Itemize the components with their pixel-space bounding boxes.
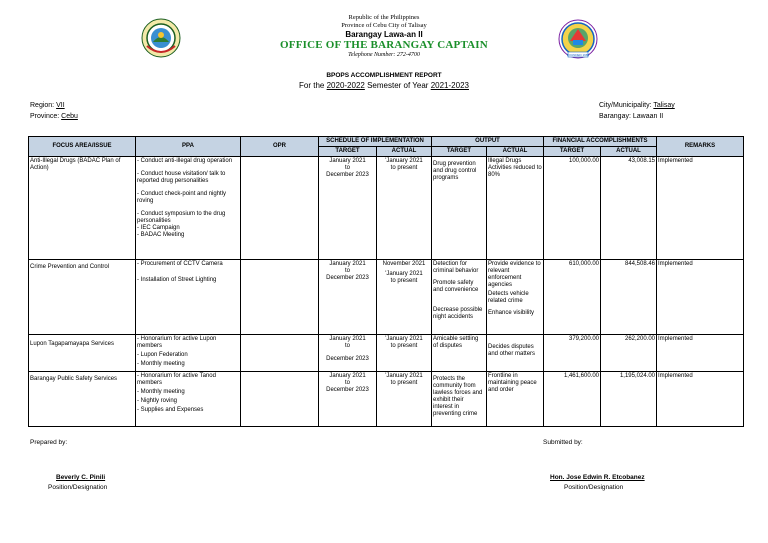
sched-text: January 2021 (329, 158, 366, 164)
preparer-name: Beverly C. Pinili (56, 474, 106, 481)
output-text: Enhance visibility (488, 310, 535, 316)
cell-sched-actual (377, 157, 432, 260)
cell-sched-actual (377, 335, 432, 372)
accomplishment-table (28, 136, 744, 427)
header-opr: OPR (241, 137, 319, 157)
submitter-name: Hon. Jose Edwin R. Etcobanez (550, 474, 645, 481)
cell-output-target: Amicable settling of disputes (432, 335, 487, 372)
sched-text: to present (390, 278, 418, 284)
cell-fin-actual: 43,008.15 (601, 157, 657, 260)
sched-text: December 2023 (326, 172, 369, 178)
cell-ppa (136, 260, 241, 335)
ppa-item: - Lupon Federation (137, 352, 188, 358)
header-focus: FOCUS AREA/ISSUE (29, 137, 136, 157)
ppa-item: - Monthly meeting (137, 389, 185, 395)
submitter-position: Position/Designation (564, 484, 624, 491)
header-fin-target: TARGET (544, 147, 601, 157)
focus-text: Lupon Tagapamayapa Services (30, 341, 114, 347)
cell-sched-actual (377, 372, 432, 427)
cell-focus (29, 335, 136, 372)
region-line (30, 101, 65, 111)
cell-output-actual (487, 335, 544, 372)
cell-ppa (136, 157, 241, 260)
output-text: Promote safety and convenience (433, 280, 479, 293)
cell-output-target (432, 372, 487, 427)
sched-text: 'January 2021 (385, 336, 423, 342)
cell-focus: Anti-Illegal Drugs (BADAC Plan of Action) (29, 157, 136, 260)
sched-text: December 2023 (326, 275, 369, 281)
telephone-line: Telephone Number: 272-4700 (348, 52, 420, 58)
ppa-item: - Supplies and Expenses (137, 407, 204, 413)
for-the-text: For the (299, 81, 325, 90)
sched-text: to present (390, 380, 418, 386)
period-value: 2020-2022 (326, 81, 365, 90)
header-remarks: REMARKS (657, 137, 744, 157)
output-text: Protects the community from lawless forces and exhibit their interest in preventing crime (433, 376, 483, 417)
table-row (29, 372, 744, 427)
ppa-item: - Conduct symposium to the drug personalities (137, 211, 226, 224)
preparer-position: Position/Designation (48, 484, 108, 491)
ppa-item: - Honorarium for active Tanod members (137, 373, 216, 386)
focus-text: Barangay Public Safety Services (30, 376, 118, 382)
cell-remarks: Implemented (657, 260, 744, 335)
office-title: OFFICE OF THE BARANGAY CAPTAIN (280, 39, 488, 51)
ppa-item: - IEC Campaign (137, 225, 180, 231)
semester-text: Semester of Year (367, 81, 429, 90)
city-value: Talisay (653, 102, 675, 109)
sched-text: November 2021 (382, 261, 426, 267)
cell-ppa (136, 372, 241, 427)
region-label: Region: (30, 102, 55, 109)
cell-output-actual: Illegal Drugs Activities reduced to 80% (487, 157, 544, 260)
cell-opr (241, 260, 319, 335)
cell-output-target (432, 260, 487, 335)
region-value: VII (56, 102, 65, 109)
sched-text: to (344, 165, 350, 171)
cell-sched-actual (377, 260, 432, 335)
province-line: Province of Cebu City of Talisay (341, 22, 427, 29)
sched-text: 'January 2021 (385, 158, 423, 164)
cell-output-actual (487, 260, 544, 335)
cell-opr (241, 157, 319, 260)
ppa-item: - Nightly roving (137, 398, 178, 404)
cell-remarks: Implemented (657, 372, 744, 427)
header-sched-actual: ACTUAL (377, 147, 432, 157)
table-row (29, 335, 744, 372)
cell-sched-target (319, 372, 377, 427)
ppa-item: - Honorarium for active Lupon members (137, 336, 217, 349)
cell-sched-target (319, 157, 377, 260)
cell-output-target (432, 157, 487, 260)
cell-fin-target: 610,000.00 (544, 260, 601, 335)
cell-fin-target: 379,200.00 (544, 335, 601, 372)
table-row (29, 157, 744, 260)
output-text: Decides disputes and other matters (488, 344, 536, 357)
ppa-item: - Conduct check-point and nightly roving (137, 191, 227, 204)
header-output-actual: ACTUAL (487, 147, 544, 157)
prepared-by-label: Prepared by: (30, 439, 68, 446)
sched-text: to (344, 268, 350, 274)
cell-sched-target (319, 335, 377, 372)
cell-fin-actual: 1,195,024.00 (601, 372, 657, 427)
ppa-item: - BADAC Meeting (137, 232, 185, 238)
report-period-line (0, 80, 768, 91)
header-sched-target: TARGET (319, 147, 377, 157)
report-title: BPOPS ACCOMPLISHMENT REPORT (326, 72, 442, 79)
letterhead (0, 14, 768, 59)
header-output-target: TARGET (432, 147, 487, 157)
output-text: Decrease possible night accidents (433, 307, 483, 320)
barangay-label: Barangay: (599, 113, 631, 120)
output-text: Detects vehicle related crime (488, 291, 529, 304)
header-financial: FINANCIAL ACCOMPLISHMENTS (544, 137, 657, 147)
sched-text: to present (390, 165, 418, 171)
sched-text: 'January 2021 (385, 373, 423, 379)
header-ppa: PPA (136, 137, 241, 157)
ppa-item: - Monthly meeting (137, 361, 185, 367)
cell-fin-target: 100,000.00 (544, 157, 601, 260)
city-line (599, 101, 675, 111)
header-output: OUTPUT (432, 137, 544, 147)
output-text: Detection for criminal behavior (433, 261, 479, 274)
sched-text: January 2021 (329, 261, 366, 267)
cell-output-actual: Frontline in maintaining peace and order (487, 372, 544, 427)
city-label: City/Municipality: (599, 102, 652, 109)
cell-opr (241, 335, 319, 372)
ppa-item: - Conduct anti-illegal drug operation (137, 158, 233, 164)
barangay-line: Barangay Lawa-an II (345, 30, 423, 39)
output-text: Provide evidence to relevant enforcement agencies (488, 261, 541, 288)
seal-founded-text: FOUNDED 1980 (566, 53, 590, 57)
ppa-item: - Conduct house visitation/ talk to reported drug personalities (137, 171, 226, 184)
sched-text: to (344, 380, 350, 386)
table-row (29, 260, 744, 335)
cell-ppa (136, 335, 241, 372)
republic-line: Republic of the Philippines (348, 14, 420, 21)
submitted-by-label: Submitted by: (543, 439, 583, 446)
cell-remarks: Implemented (657, 335, 744, 372)
cell-focus (29, 372, 136, 427)
sched-text: January 2021 (329, 373, 366, 379)
header-fin-actual: ACTUAL (601, 147, 657, 157)
sched-text: 'January 2021 (385, 271, 423, 277)
cell-remarks: Implemented (657, 157, 744, 260)
cell-sched-target (319, 260, 377, 335)
cell-opr (241, 372, 319, 427)
focus-text: Crime Prevention and Control (30, 264, 110, 270)
sched-text: to (344, 343, 350, 349)
header-schedule: SCHEDULE OF IMPLEMENTATION (319, 137, 432, 147)
cell-fin-target: 1,461,600.00 (544, 372, 601, 427)
barangay-meta-line (599, 112, 663, 122)
output-text: Drug prevention and drug control programs (433, 161, 477, 181)
barangay-value: Lawaan II (632, 113, 664, 120)
sched-text: December 2023 (326, 387, 369, 393)
sched-text: December 2023 (326, 356, 369, 362)
cell-focus (29, 260, 136, 335)
province-value: Cebu (61, 113, 78, 120)
cell-fin-actual: 262,200.00 (601, 335, 657, 372)
report-title-block (0, 72, 768, 91)
province-label: Province: (30, 113, 60, 120)
province-meta-line (30, 112, 78, 122)
sched-text: to present (390, 343, 418, 349)
cell-fin-actual: 844,508.46 (601, 260, 657, 335)
ppa-item: - Procurement of CCTV Camera (137, 261, 223, 267)
year-value: 2021-2023 (430, 81, 469, 90)
sched-text: January 2021 (329, 336, 366, 342)
ppa-item: - Installation of Street Lighting (137, 277, 217, 283)
